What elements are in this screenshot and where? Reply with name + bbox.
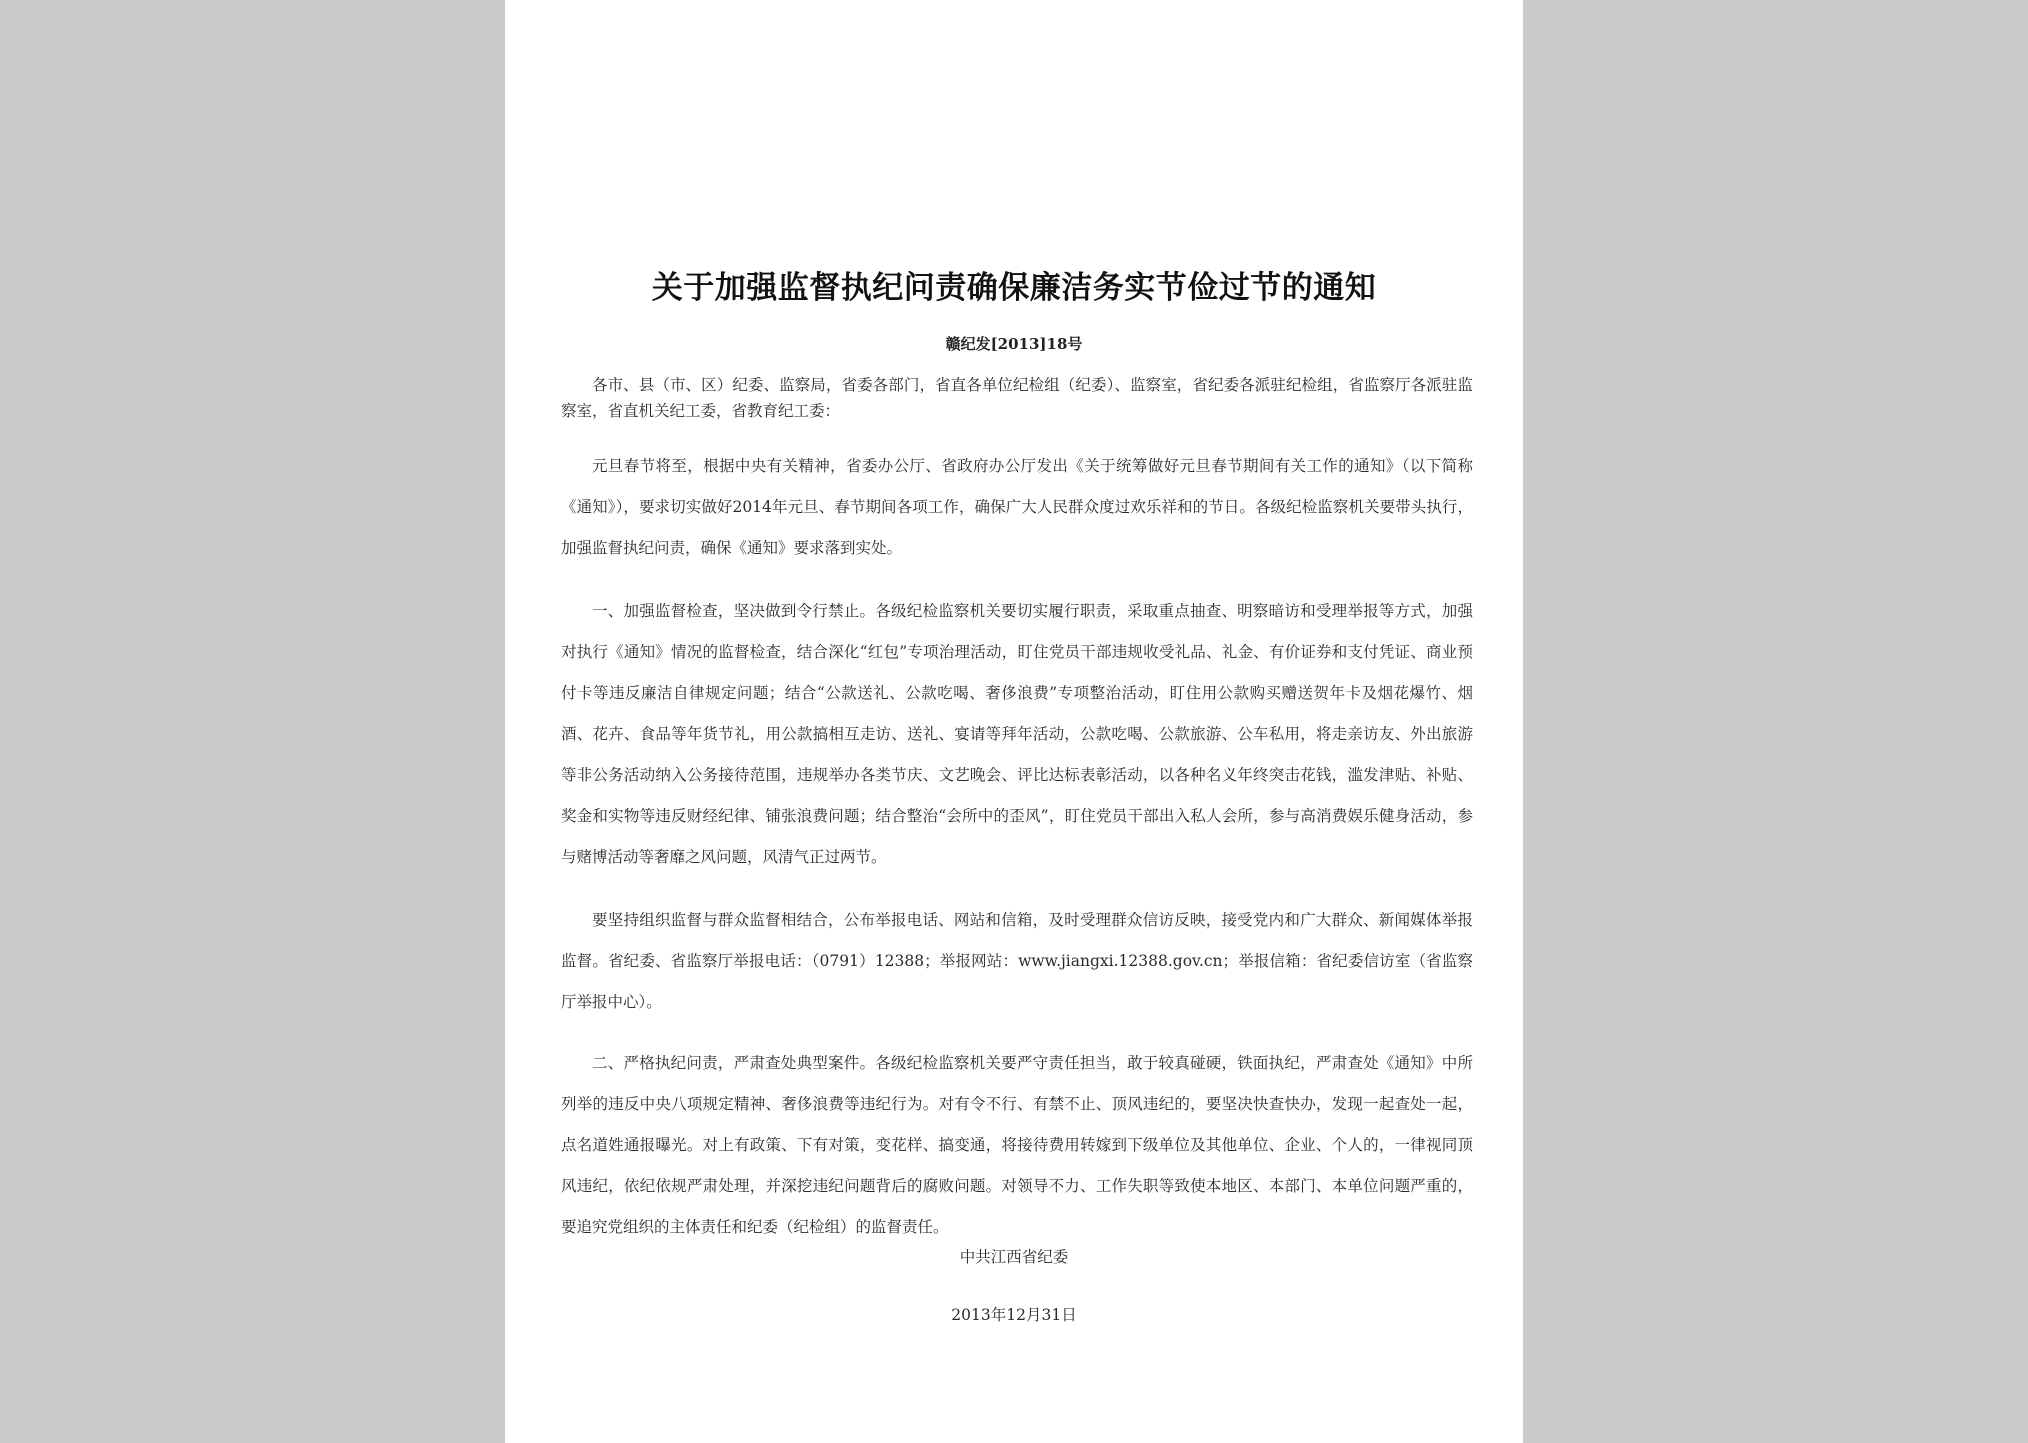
document-page	[505, 0, 1523, 1443]
document-title: 关于加强监督执纪问责确保廉洁务实节俭过节的通知	[651, 270, 1377, 306]
document-number: 赣纪发[2013]18号	[945, 335, 1083, 353]
signature: 中共江西省纪委	[959, 1248, 1069, 1266]
reporting-paragraph: 要坚持组织监督与群众监督相结合，公布举报电话、网站和信箱，及时受理群众信访反映，接受党内和广大群众、新闻媒体举报监督。省纪委、省监察厅举报电话：（0791）12388；举报网站：www.jiangxi.12388.gov.cn；举报信箱：省纪委信访室（省监察厅举报中心）。	[561, 911, 1473, 1011]
section-two-paragraph: 二、严格执纪问责，严肃查处典型案件。各级纪检监察机关要严守责任担当，敢于较真碰硬，铁面执纪，严肃查处《通知》中所列举的违反中央八项规定精神、奢侈浪费等违纪行为。对有令不行、有禁不止、顶风违纪的，要坚决快查快办，发现一起查处一起，点名道姓通报曝光。对上有政策、下有对策，变花样、搞变通，将接待费用转嫁到下级单位及其他单位、企业、个人的，一律视同顶风违纪，依纪依规严肃处理，并深挖违纪问题背后的腐败问题。对领导不力、工作失职等致使本地区、本部门、本单位问题严重的，要追究党组织的主体责任和纪委（纪检组）的监督责任。	[561, 1054, 1473, 1236]
intro-paragraph: 元旦春节将至，根据中央有关精神，省委办公厅、省政府办公厅发出《关于统筹做好元旦春节期间有关工作的通知》（以下简称《通知》），要求切实做好2014年元旦、春节期间各项工作，确保广大人民群众度过欢乐祥和的节日。各级纪检监察机关要带头执行，加强监督执纪问责，确保《通知》要求落到实处。	[561, 457, 1473, 557]
signature-date: 2013年12月31日	[951, 1306, 1077, 1324]
section-one-paragraph: 一、加强监督检查，坚决做到令行禁止。各级纪检监察机关要切实履行职责，采取重点抽查、明察暗访和受理举报等方式，加强对执行《通知》情况的监督检查，结合深化“红包”专项治理活动，盯住党员干部违规收受礼品、礼金、有价证券和支付凭证、商业预付卡等违反廉洁自律规定问题；结合“公款送礼、公款吃喝、奢侈浪费”专项整治活动，盯住用公款购买赠送贺年卡及烟花爆竹、烟酒、花卉、食品等年货节礼，用公款搞相互走访、送礼、宴请等拜年活动，公款吃喝、公款旅游、公车私用，将走亲访友、外出旅游等非公务活动纳入公务接待范围，违规举办各类节庆、文艺晚会、评比达标表彰活动，以各种名义年终突击花钱，滥发津贴、补贴、奖金和实物等违反财经纪律、铺张浪费问题；结合整治“会所中的歪风”，盯住党员干部出入私人会所，参与高消费娱乐健身活动，参与赌博活动等奢靡之风问题，风清气正过两节。	[561, 602, 1473, 866]
addressee-paragraph: 各市、县（市、区）纪委、监察局，省委各部门，省直各单位纪检组（纪委）、监察室，省纪委各派驻纪检组，省监察厅各派驻监察室，省直机关纪工委，省教育纪工委：	[561, 376, 1473, 420]
document-body	[561, 372, 1473, 1270]
